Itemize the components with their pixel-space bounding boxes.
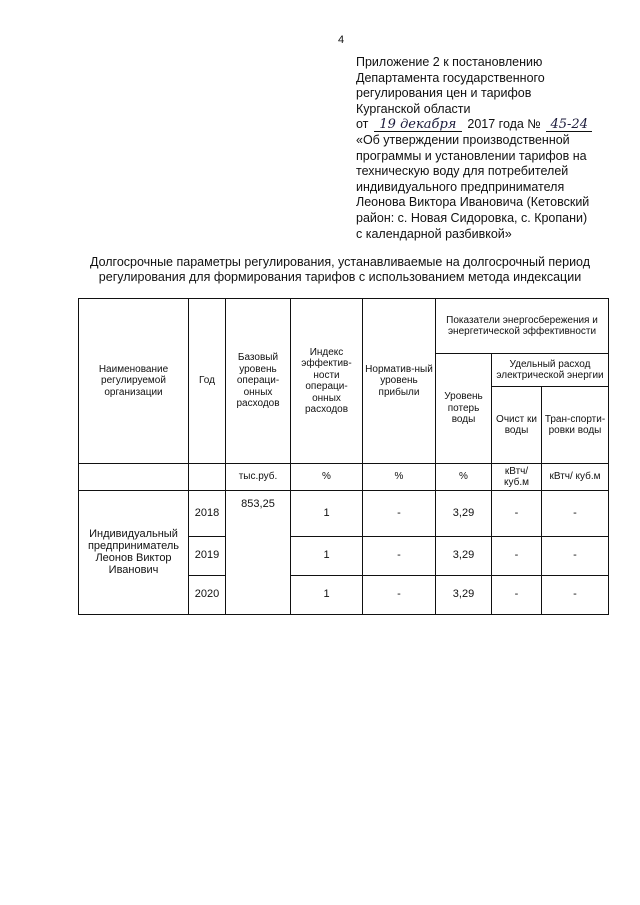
row-transport: - <box>542 491 609 537</box>
header-purification: Очист ки воды <box>492 387 542 464</box>
appendix-date-line <box>356 117 616 133</box>
appendix-block <box>356 55 616 242</box>
header-index: Индекс эффектив-ности операци-онных расходов <box>291 299 363 464</box>
appendix-line: «Об утверждении производственной <box>356 132 570 147</box>
year-label: 2017 года № <box>467 117 541 132</box>
header-profit: Норматив-ный уровень прибыли <box>363 299 436 464</box>
units-base: тыс.руб. <box>226 464 291 491</box>
appendix-line: Курганской области <box>356 101 471 116</box>
table-row <box>79 491 609 537</box>
appendix-line: Леонова Виктора Ивановича (Кетовский <box>356 195 590 210</box>
handwritten-number: 45-24 <box>546 118 592 132</box>
header-losses: Уровень потерь воды <box>436 354 492 464</box>
from-label: от <box>356 117 369 132</box>
row-index: 1 <box>291 491 363 537</box>
row-year: 2018 <box>189 491 226 537</box>
units-profit: % <box>363 464 436 491</box>
units-index: % <box>291 464 363 491</box>
row-purification: - <box>492 575 542 614</box>
base-cell-empty <box>226 536 291 575</box>
units-transport: кВтч/ куб.м <box>542 464 609 491</box>
units-purification: кВтч/ куб.м <box>492 464 542 491</box>
handwritten-date: 19 декабря <box>374 118 462 132</box>
row-losses: 3,29 <box>436 491 492 537</box>
row-profit: - <box>363 575 436 614</box>
appendix-line: техническую воду для потребителей <box>356 164 569 179</box>
row-profit: - <box>363 491 436 537</box>
row-profit: - <box>363 536 436 575</box>
row-year: 2020 <box>189 575 226 614</box>
appendix-line: программы и установлении тарифов на <box>356 148 587 163</box>
base-cell-empty <box>226 575 291 614</box>
document-heading <box>60 255 620 285</box>
appendix-line: регулирования цен и тарифов <box>356 86 532 101</box>
header-specific: Удельный расход электрической энергии <box>492 354 609 387</box>
page-number: 4 <box>338 34 345 46</box>
row-transport: - <box>542 575 609 614</box>
units-year <box>189 464 226 491</box>
row-losses: 3,29 <box>436 575 492 614</box>
header-org: Наименование регулируемой организации <box>79 299 189 464</box>
row-year: 2019 <box>189 536 226 575</box>
row-index: 1 <box>291 536 363 575</box>
appendix-line: индивидуального предпринимателя <box>356 179 565 194</box>
parameters-table <box>78 298 609 615</box>
row-transport: - <box>542 536 609 575</box>
base-value: 853,25 <box>226 491 291 537</box>
appendix-line: Департамента государственного <box>356 70 545 85</box>
appendix-line: район: с. Новая Сидоровка, с. Кропани) <box>356 210 588 225</box>
header-base: Базовый уровень операци-онных расходов <box>226 299 291 464</box>
org-name: Индивидуальный предприниматель Леонов Виктор Иванович <box>79 491 189 615</box>
row-purification: - <box>492 536 542 575</box>
heading-line: Долгосрочные параметры регулирования, устанавливаемые на долгосрочный период <box>89 255 591 269</box>
row-index: 1 <box>291 575 363 614</box>
units-org <box>79 464 189 491</box>
row-losses: 3,29 <box>436 536 492 575</box>
units-losses: % <box>436 464 492 491</box>
header-year: Год <box>189 299 226 464</box>
header-energy-group: Показатели энергосбережения и энергетической эффективности <box>436 299 609 354</box>
heading-line: регулирования для формирования тарифов с использованием метода индексации <box>98 270 582 284</box>
appendix-line: с календарной разбивкой» <box>356 226 512 241</box>
header-transport: Тран-спорти-ровки воды <box>542 387 609 464</box>
appendix-line: Приложение 2 к постановлению <box>356 55 543 69</box>
row-purification: - <box>492 491 542 537</box>
